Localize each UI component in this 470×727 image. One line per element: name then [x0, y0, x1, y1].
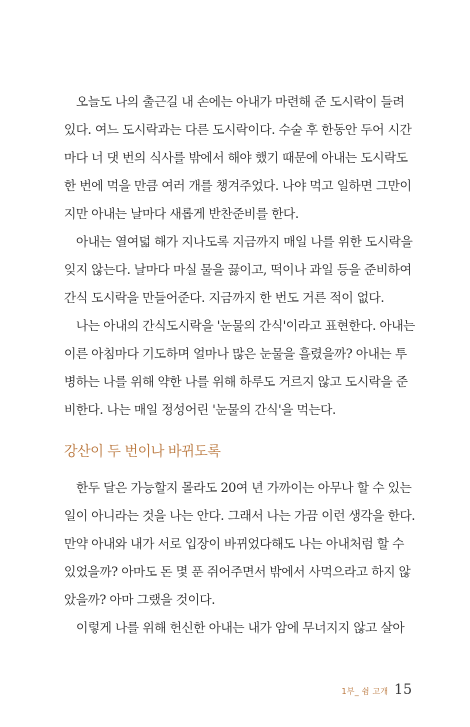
body-text-top — [64, 88, 420, 424]
text-line: 잊지 않는다. 날마다 마실 물을 끓이고, 떡이나 과일 등을 준비하여 — [64, 262, 412, 277]
text-line: 만약 아내와 내가 서로 입장이 바뀌었다해도 나는 아내처럼 할 수 — [64, 536, 405, 551]
text-line: 이른 아침마다 기도하며 얼마나 많은 눈물을 흘렸을까? 아내는 투 — [64, 346, 407, 361]
text-line: 이렇게 나를 위해 헌신한 아내는 내가 암에 무너지지 않고 살아 — [76, 620, 405, 635]
text-line: 아내는 열여덟 해가 지나도록 지금까지 매일 나를 위한 도시락을 — [76, 234, 413, 249]
page-footer — [341, 682, 412, 698]
text-line: 한 번에 먹을 만큼 여러 개를 챙겨주었다. 나야 먹고 일하면 그만이 — [64, 178, 412, 193]
text-line: 있었을까? 아마도 돈 몇 푼 쥐어주면서 밖에서 사먹으라고 하지 않 — [64, 564, 411, 579]
text-line: 한두 달은 가능할지 몰라도 20여 년 가까이는 아무나 할 수 있는 — [76, 480, 412, 495]
section-heading: 강산이 두 번이나 바뀌도록 — [64, 444, 221, 460]
text-line: 나는 아내의 간식도시락을 '눈물의 간식'이라고 표현한다. 아내는 — [76, 318, 416, 333]
text-line: 병하는 나를 위해 약한 나를 위해 하루도 거르지 않고 도시락을 준 — [64, 374, 408, 389]
text-line: 오늘도 나의 출근길 내 손에는 아내가 마련해 준 도시락이 들려 — [76, 94, 405, 109]
text-line: 지만 아내는 날마다 새롭게 반찬준비를 한다. — [64, 206, 299, 221]
text-line: 일이 아니라는 것을 나는 안다. 그래서 나는 가끔 이런 생각을 한다. — [64, 508, 416, 523]
text-line: 간식 도시락을 만들어준다. 지금까지 한 번도 거른 적이 없다. — [64, 290, 385, 305]
text-line: 비한다. 나는 매일 정성어린 '눈물의 간식'을 먹는다. — [64, 402, 336, 417]
text-line: 있다. 여느 도시락과는 다른 도시락이다. 수술 후 한동안 두어 시간 — [64, 122, 412, 137]
text-line: 마다 너 댓 번의 식사를 밖에서 해야 했기 때문에 아내는 도시락도 — [64, 150, 408, 165]
page-number: 15 — [394, 682, 412, 698]
body-text-bottom — [64, 474, 420, 642]
running-head: 1부_ 쉼 고개 — [341, 687, 389, 696]
text-line: 았을까? 아마 그랬을 것이다. — [64, 592, 215, 607]
